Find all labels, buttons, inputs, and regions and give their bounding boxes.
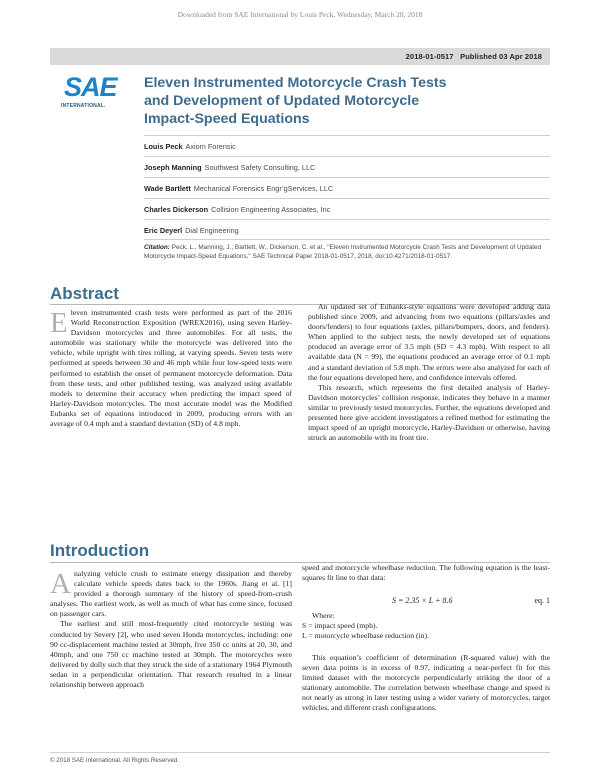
author-name: Wade Bartlett	[144, 184, 191, 193]
author-row	[144, 219, 550, 241]
equation-body: S = 2.35 × L + 8.6	[392, 596, 453, 605]
copyright-footer: © 2018 SAE International. All Rights Reserved.	[50, 757, 180, 764]
abstract-left-column	[50, 308, 292, 429]
title-line: and Development of Updated Motorcycle	[144, 93, 420, 109]
author-row	[144, 177, 550, 199]
introduction-paragraph: nalyzing vehicle crush to estimate energy dissipation and thereby calculate vehicle speeds dates back to the 1960s. Jiang et al. [1] provided a thorough summary of the history of speed-from-crush analyses. The earliest work, as well as much of what has come since, focused on passenger cars.	[50, 569, 292, 619]
title-line: Eleven Instrumented Motorcycle Crash Tests	[144, 75, 447, 91]
author-row	[144, 198, 550, 220]
introduction-right-top	[302, 563, 550, 583]
abstract-right-column	[308, 302, 550, 443]
author-name: Joseph Manning	[144, 163, 202, 172]
citation	[144, 239, 550, 261]
introduction-dropcap: A	[50, 568, 71, 600]
introduction-paragraph: This equation’s coefficient of determination (R-squared value) with the seven data points is in excess of 0.97, indicating a near-perfect fit for this limited dataset with the motorcycle perpendicularly striking the door of a stationary automobile. The correlation between wheelbase change and speed is not nearly as strong in later testing using a wider variety of motorcycles, target vehicles, and different crash configurations.	[302, 653, 550, 713]
abstract-dropcap: E	[50, 307, 68, 339]
introduction-right-bottom	[302, 653, 550, 714]
paper-meta	[406, 52, 542, 61]
author-name: Charles Dickerson	[144, 205, 209, 214]
paper-number: 2018-01-0517	[405, 52, 454, 61]
introduction-left-column	[50, 569, 292, 690]
introduction-paragraph: The earliest and still most-frequently cited motorcycle testing was conducted by Severy [2], who used seven Honda motorcycles, including: one 90 cc-displacement machine tested at 30mph, five 350 cc units at 20, 30, and 40mph, and one 750 cc machine tested at 30mph. The motorcycles were delivered by dolly such that they struck the side of a stationary 1964 Plymouth sedan in a perpendicular orientation. That research resulted in a linear relationship between approach	[50, 619, 292, 690]
author-name: Louis Peck	[144, 142, 183, 151]
footer-rule	[50, 752, 550, 753]
author-row	[144, 156, 550, 178]
equation-number: eq. 1	[534, 596, 550, 605]
title-line: Impact-Speed Equations	[144, 111, 310, 127]
author-row	[144, 135, 550, 157]
abstract-heading: Abstract	[50, 284, 119, 303]
citation-label: Citation:	[144, 244, 170, 251]
equation-definitions	[302, 608, 550, 641]
author-affiliation: Axiom Forensic	[185, 142, 236, 151]
author-affiliation: Dial Engineering	[185, 226, 239, 235]
abstract-paragraph: leven instrumented crash tests were performed as part of the 2016 World Reconstruction Exposition (WREX2016), using seven Harley-Davidson motorcycles and three automobiles. For all tests, the automobile was stationary while the motorcycle was delivered into the vehicle, while upright with tires rolling, at varying speeds. Seven tests were performed at speeds between 30 and 46 mph while four low-speed tests were performed to establish the onset of permanent motorcycle deformation. Data from these tests, and other published testing, was analyzed using available models to determine their accuracy when predicting the impact speed of Harley-Davidson motorcycles. The most accurate model was the Modified Eubanks set of equations introduced in 2009, producing errors with an average of 0.4 mph and a standard deviation (SD) of 4.8 mph.	[50, 308, 292, 429]
abstract-paragraph: This research, which represents the first detailed analysis of Harley-Davidson motorcycles’ collision response, indicates they behave in a manner similar to previously tested motorcycles. Further, the equations developed and presented here give accident investigators a refined method for estimating the impact speed of an upright motorcycle, Harley-Davidson or otherwise, having struck an automobile with its front tire.	[308, 382, 550, 443]
sae-logo	[56, 74, 120, 110]
author-affiliation: Mechanical Forensics Engr’gServices, LLC	[193, 184, 334, 193]
author-name: Eric Deyerl	[144, 226, 183, 235]
author-affiliation: Collision Engineering Associates, Inc	[211, 205, 331, 214]
where-label: Where:	[312, 611, 335, 620]
abstract-paragraph: An updated set of Eubanks-style equations were developed adding data published since 2009, and advancing from two equations (pillars/axles and doors/fenders) to four equations (axles, pillars/bumpers, doors, and fenders). When applied to the subject tests, the newly developed set of equations produced an average error of 3.5 mph (SD = 4.3 mph). With respect to all available data (N = 99), the equations produced an average error of 0.1 mph and a standard deviation of 5.8 mph. The errors were also analyzed for each of the four equations developed here, and confidence intervals offered.	[308, 302, 550, 382]
where-item: S = impact speed (mph).	[302, 621, 378, 631]
citation-text: Peck, L., Manning, J., Bartlett, W., Dickerson, C. et al., "Eleven Instrumented Motorcycle Crash Tests and Development of Updated Motorcycle Impact-Speed Equations," SAE Technical Paper 2018-01-0517, 2018, doi:10.4271/2018-01-0517.	[144, 244, 542, 260]
where-item: L = motorcycle wheelbase reduction (in).	[302, 631, 430, 641]
download-note: Downloaded from SAE International by Louis Peck, Wednesday, March 28, 2018	[177, 10, 423, 19]
paper-title	[144, 74, 544, 128]
introduction-heading: Introduction	[50, 541, 150, 560]
sae-logo-subtitle: INTERNATIONAL.	[61, 103, 106, 109]
sae-logo-letters: SAE	[64, 72, 117, 102]
author-affiliation: Southwest Safety Consulting, LLC	[204, 163, 316, 172]
introduction-paragraph: speed and motorcycle wheelbase reduction. The following equation is the least-squares fit line to that data:	[302, 563, 550, 583]
published-date: Published 03 Apr 2018	[460, 52, 542, 61]
